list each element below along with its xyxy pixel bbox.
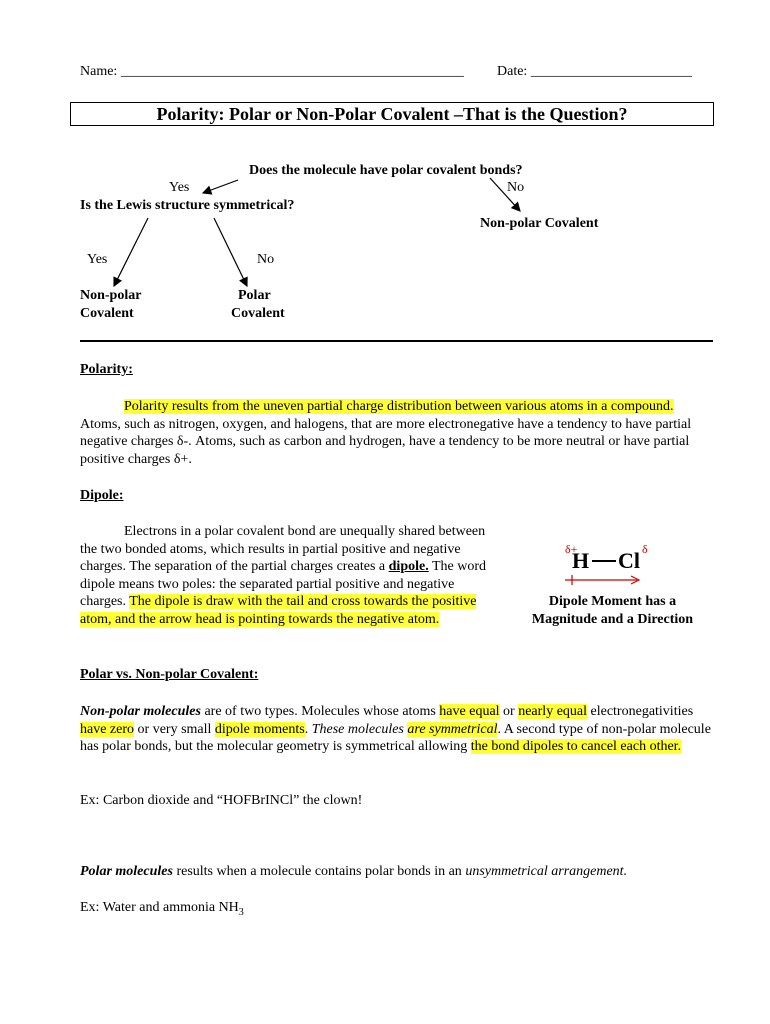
nonpolar-text-4: or very small	[134, 721, 215, 737]
polar-text-1: results when a molecule contains polar bonds in an	[172, 864, 466, 879]
flow-question-symmetry: Is the Lewis structure symmetrical?	[80, 198, 295, 213]
dipole-term: dipole.	[388, 559, 429, 575]
nonpolar-text-6: . A second type of non-polar molecule has polar bonds, but the molecular geometry is symmetrical allowing	[80, 721, 711, 755]
polar-italic-1: unsymmetrical arrangement.	[465, 864, 628, 879]
polarity-highlight: Polarity results from the uneven partial charge distribution between various atoms in a compound.	[124, 399, 674, 414]
atom-cl: Cl	[618, 548, 640, 573]
arrow-to-no-1	[490, 178, 520, 211]
nonpolar-hl-1: have equal	[439, 704, 500, 719]
example-polar	[80, 900, 244, 918]
dipole-figure	[515, 538, 710, 630]
flow-no-label-1: No	[507, 180, 525, 195]
nonpolar-text-2: or	[499, 704, 519, 719]
polarity-text: Atoms, such as nitrogen, oxygen, and halogens, that are more electronegative have a tendency to have partial negative charges δ-. Atoms, such as carbon and hydrogen, have a tendency to be more neutral or have partial positive charges δ+.	[80, 416, 692, 467]
arrow-to-yes-1	[203, 180, 238, 193]
polar-sentence	[80, 864, 627, 880]
arrow-to-polar	[214, 218, 247, 286]
flow-result-nonpolar-top: Non-polar Covalent	[480, 216, 599, 231]
dipole-text-1: Electrons in a polar covalent bond are unequally shared between the two bonded atoms, which results in partial positive and negative charges. The separation of the partial charges creates a	[80, 524, 486, 575]
nonpolar-hl-4: dipole moments	[214, 721, 305, 737]
example-polar-text: Ex: Water and ammonia NH	[80, 900, 239, 915]
nonpolar-text-5: .	[304, 721, 312, 737]
name-field-label: Name: _________________________________________________	[80, 64, 464, 79]
delta-minus-label: δ	[642, 542, 648, 556]
section-divider	[80, 340, 713, 342]
nonpolar-hl-5: the bond dipoles to cancel each other.	[470, 739, 682, 755]
bond-line	[592, 560, 616, 562]
nonpolar-text-3: electronegativities	[587, 704, 694, 719]
flow-yes-label-1: Yes	[169, 180, 190, 195]
nonpolar-italic-hl: are symmetrical	[407, 721, 498, 737]
flow-question-polar-bonds: Does the molecule have polar covalent bonds?	[249, 163, 523, 178]
flow-result-polar-line2: Covalent	[231, 306, 285, 321]
dipole-caption-line2: Magnitude and a Direction	[531, 612, 694, 627]
dipole-paragraph	[80, 523, 495, 629]
date-field-label: Date: _______________________	[497, 64, 692, 79]
polarity-paragraph	[80, 398, 710, 468]
polarity-heading: Polarity:	[80, 362, 133, 377]
dipole-heading: Dipole:	[80, 488, 124, 503]
nonpolar-italic-1: These molecules	[311, 721, 408, 737]
dipole-highlight: The dipole is draw with the tail and cross towards the positive atom, and the arrow head is pointing towards the negative atom.	[80, 594, 477, 627]
dipole-caption-line1: Dipole Moment has a	[548, 594, 677, 609]
nonpolar-hl-2: nearly equal	[518, 704, 588, 719]
nonpolar-paragraph	[80, 703, 712, 756]
polar-term: Polar molecules	[80, 864, 173, 879]
nonpolar-text-1: are of two types. Molecules whose atoms	[200, 704, 440, 719]
example-polar-subscript: 3	[238, 906, 244, 918]
page-title: Polarity: Polar or Non-Polar Covalent –That is the Question?	[70, 102, 714, 126]
dipole-arrow	[563, 574, 643, 586]
delta-plus-label: δ+	[565, 542, 578, 556]
nonpolar-term: Non-polar molecules	[80, 704, 201, 719]
arrow-to-nonpolar	[114, 218, 148, 286]
atom-h: H	[572, 548, 590, 573]
flow-yes-label-2: Yes	[87, 252, 108, 267]
nonpolar-hl-3: have zero	[80, 721, 135, 737]
flow-result-nonpolar-line2: Covalent	[80, 306, 134, 321]
dipole-text-2: The word dipole means two poles: the separated partial positive and negative charges.	[80, 559, 487, 610]
example-nonpolar: Ex: Carbon dioxide and “HOFBrINCl” the clown!	[80, 793, 363, 808]
polar-vs-heading: Polar vs. Non-polar Covalent:	[80, 667, 259, 682]
flow-result-polar-line1: Polar	[238, 288, 271, 303]
flow-no-label-2: No	[257, 252, 275, 267]
flow-result-nonpolar-line1: Non-polar	[80, 288, 142, 303]
